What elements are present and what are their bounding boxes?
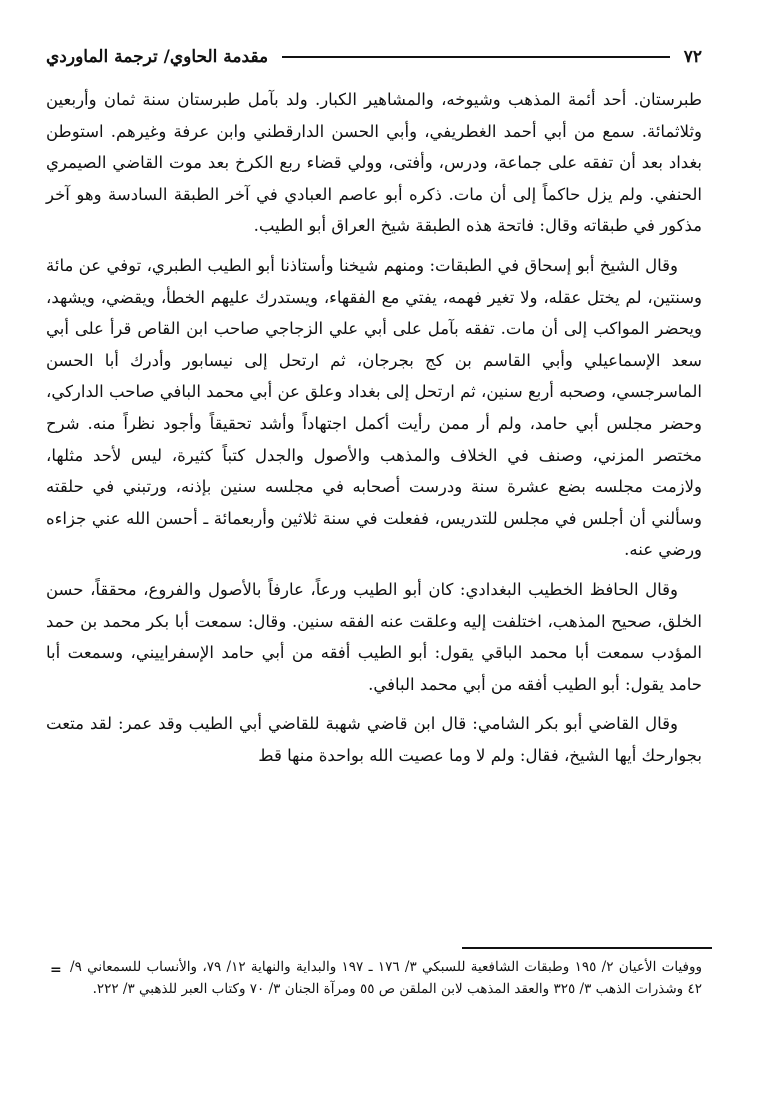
- running-title: مقدمة الحاوي/ ترجمة الماوردي: [46, 47, 269, 67]
- footnote-rule: [462, 947, 712, 949]
- footnote-text: ووفيات الأعيان ٢/ ١٩٥ وطبقات الشافعية للسبكي ٣/ ١٧٦ ـ ١٩٧ والبداية والنهاية ١٢/ ٧٩، والأنساب للسمعاني ٩/ ٤٢ وشذرات الذهب ٣/ ٣٢٥ والعقد المذهب لابن الملقن ص ٥٥ ومرآة الجنان ٣/ ٧٠ وكتاب العبر للذهبي ٣/ ٢٢٢.: [70, 959, 703, 997]
- main-text: [46, 84, 702, 779]
- footnote-marker: =: [50, 962, 62, 978]
- paragraph: طبرستان. أحد أئمة المذهب وشيوخه، والمشاهير الكبار. ولد بآمل طبرستان سنة ثمان وأربعين وثلاثمائة. سمع من أبي أحمد الغطريفي، وأبي الحسن الدارقطني وابن عرفة وغيرهم. استوطن بغداد بعد أن تفقه على جماعة، ودرس، وأفتى، وولي قضاء ربع الكرخ بعد موت القاضي الصيمري الحنفي. ولم يزل حاكماً إلى أن مات. ذكره أبو عاصم العبادي في آخر الطبقة السادسة وهو آخر مذكور في طبقاته وقال: فاتحة هذه الطبقة شيخ العراق أبو الطيب.: [46, 90, 702, 236]
- paragraph: وقال الشيخ أبو إسحاق في الطبقات: ومنهم شيخنا وأستاذنا أبو الطيب الطبري، توفي عن مائة وسنتين، لم يختل عقله، ولا تغير فهمه، يفتي مع الفقهاء، ويستدرك عليهم الخطأ، ويقضي، ويشهد، ويحضر المواكب إلى أن مات. تفقه بآمل على أبي علي الزجاجي صاحب ابن القاص قرأ على أبي سعد الإسماعيلي وأبي القاسم بن كج بجرجان، ثم ارتحل إلى نيسابور وأدرك أبا الحسن الماسرجسي، وصحبه أربع سنين، ثم ارتحل إلى بغداد وعلق عن أبي محمد البافي صاحب الداركي، وحضر مجلس أبي حامد، ولم أر ممن رأيت أكمل اجتهاداً وأشد تحقيقاً وأجود نظراً منه. شرح مختصر المزني، وصنف في الخلاف والمذهب والأصول والجدل كتباً كثيرة، ليس لأحد مثلها، ولازمت مجلسه بضع عشرة سنة ودرست أصحابه في مجلسه سنين بإذنه، ورتبني في حلقته وسألني أن أجلس في مجلس للتدريس، ففعلت في سنة ثلاثين وأربعمائة ـ أحسن الله عني جزاءه ورضي عنه.: [46, 255, 702, 560]
- paragraph: وقال الحافظ الخطيب البغدادي: كان أبو الطيب ورعاً، عارفاً بالأصول والفروع، محققاً، حسن الخلق، صحيح المذهب، اختلفت إليه وعلقت عنه الفقه سنين. وقال: سمعت أبا بكر محمد بن حمد المؤدب سمعت أبا محمد الباقي يقول: أبو الطيب أفقه من أبي حامد الإسفراييني، وسمعت أبا حامد يقول: أبو الطيب أفقه من أبي محمد البافي.: [46, 579, 702, 694]
- header-rule: [282, 56, 670, 58]
- page-number: ٧٢: [683, 47, 702, 67]
- page-header: [46, 44, 702, 70]
- paragraph: وقال القاضي أبو بكر الشامي: قال ابن قاضي شهبة للقاضي أبي الطيب وقد عمر: لقد متعت بجوارحك أيها الشيخ، فقال: ولم لا وما عصيت الله بواحدة منها قط: [46, 714, 702, 765]
